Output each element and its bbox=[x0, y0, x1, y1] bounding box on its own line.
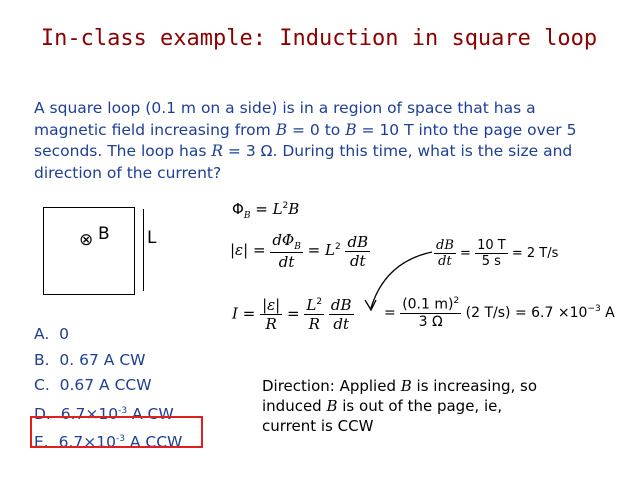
problem-line-1: A square loop (0.1 m on a side) is in a region of space that has a bbox=[34, 99, 536, 117]
problem-line-2: magnetic field increasing from B = 0 to B = 10 T into the page over 5 bbox=[34, 120, 577, 139]
length-label: L bbox=[147, 228, 157, 248]
numeric-evaluation: = $\frac{(0.1 m)^2}{3 \Omega}$ (2 $T/s) = 6.7 \times 10^{-3}$ A bbox=[384, 296, 615, 330]
slide-title: In-class example: Induction in square loop bbox=[40, 26, 598, 51]
into-page-icon: ⊗ bbox=[79, 230, 94, 250]
rate-equation: $\frac{dB}{dt}$ = $\frac{10 T}{5 s}$ = 2 T/s bbox=[436, 238, 559, 269]
current-equation: I = $\frac{|\varepsilon|}{R}$ = $\frac{L^2}{R}$ $\frac{dB}{dt}$ bbox=[232, 296, 352, 333]
direction-line-2: induced B is out of the page, ie, bbox=[262, 397, 503, 415]
choice-b[interactable]: B. 0. 67 A CW bbox=[34, 350, 146, 369]
direction-explanation bbox=[262, 376, 537, 436]
choice-a[interactable]: A. 0 bbox=[34, 325, 69, 343]
choice-d[interactable]: D. $6.7\times 10^{-3}$ A CW bbox=[34, 404, 174, 423]
problem-line-3: seconds. The loop has R = 3 Ω. During this time, what is the size and bbox=[34, 142, 573, 160]
problem-line-4: direction of the current? bbox=[34, 163, 222, 182]
direction-line-3: current is CCW bbox=[262, 417, 374, 435]
choice-e[interactable]: E. $6.7\times 10^{-3}$ A CCW bbox=[34, 433, 183, 452]
direction-line-1: Direction: Applied B is increasing, so bbox=[262, 377, 538, 395]
flux-equation: $\Phi_B = L^2B$ bbox=[232, 200, 300, 221]
choice-c[interactable]: C. 0.67 A CCW bbox=[34, 376, 152, 394]
correct-answer-highlight bbox=[30, 416, 203, 448]
emf-equation: |ε| = $\frac{d\Phi_B}{dt}$ = $L^2$ $\frac{dB}{dt}$ bbox=[230, 231, 369, 271]
b-field-label: B bbox=[98, 224, 110, 244]
